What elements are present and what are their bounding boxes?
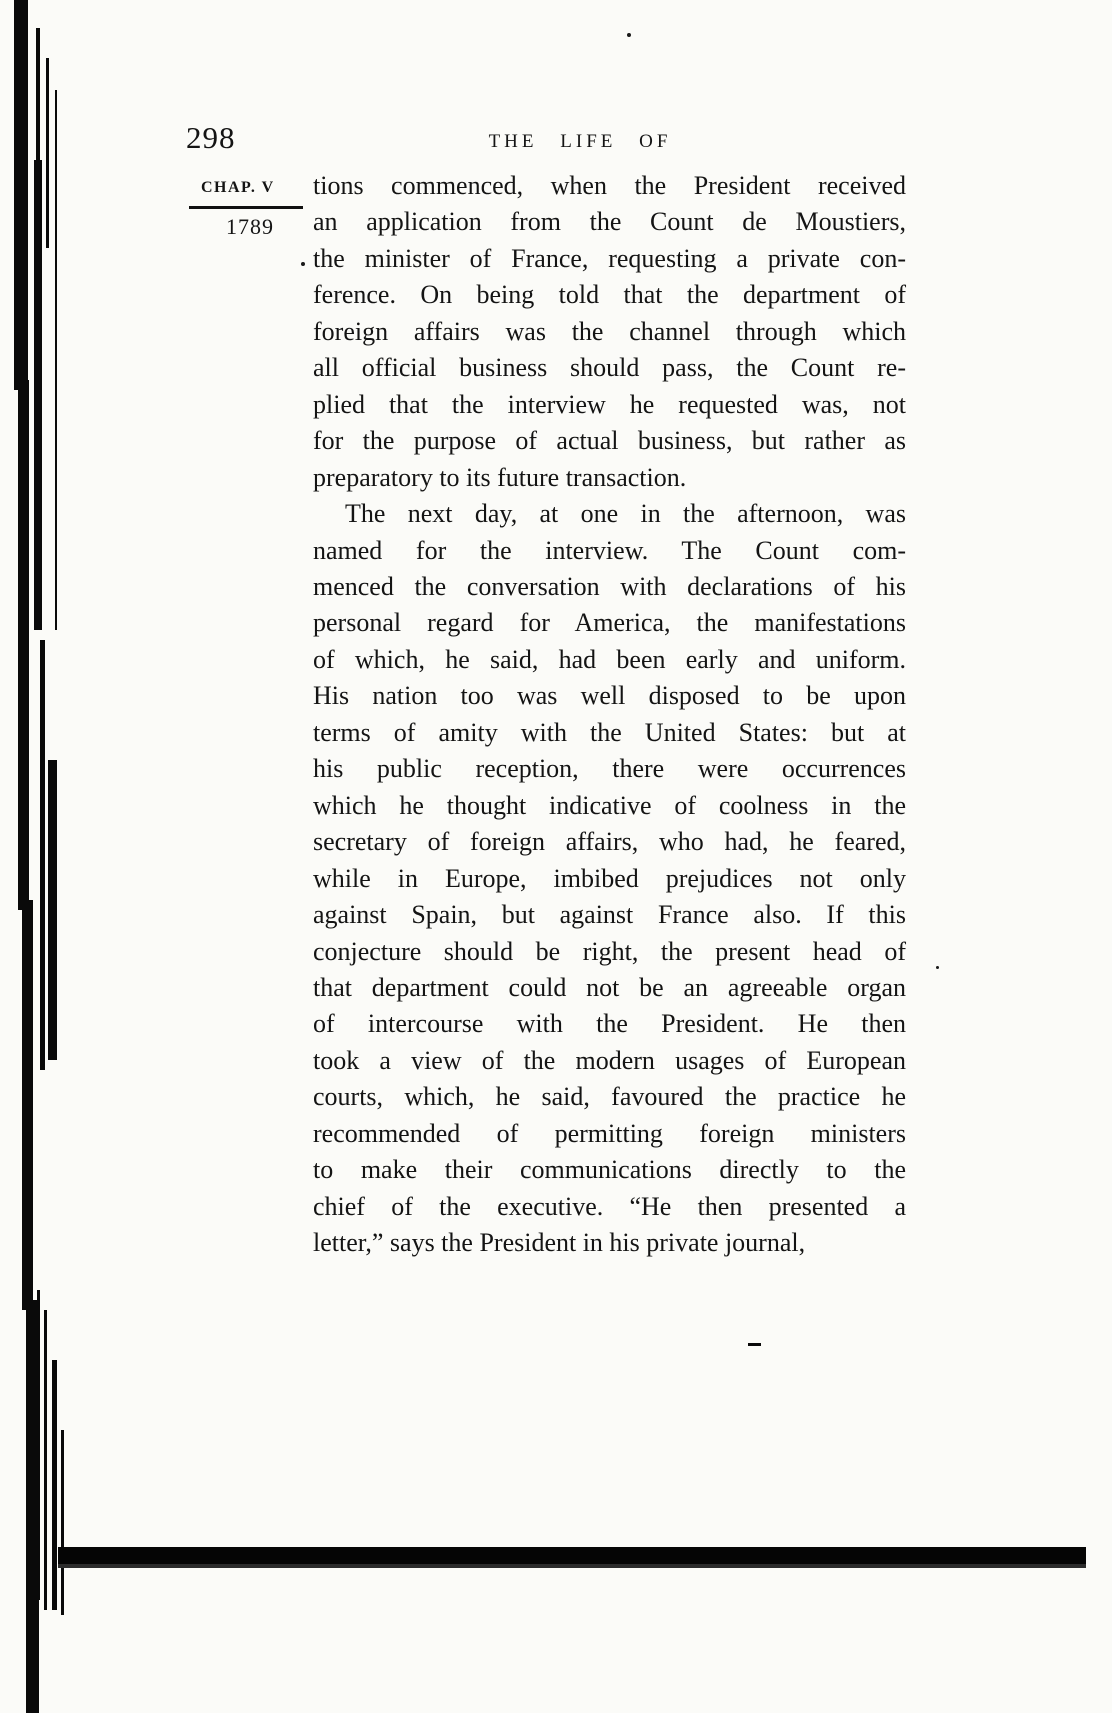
scan-artifact — [22, 900, 33, 1310]
body-text — [313, 168, 906, 1262]
scan-speck — [301, 262, 305, 266]
text-line: chief of the executive. “He then presented a — [313, 1191, 906, 1221]
scan-artifact — [61, 1430, 64, 1615]
scan-bottom-bar-shadow — [58, 1564, 1086, 1568]
text-line: letter,” says the President in his private journal, — [313, 1228, 806, 1258]
text-line: that department could not be an agreeable organ — [313, 972, 906, 1002]
text-line: of which, he said, had been early and uniform. — [313, 644, 906, 674]
scan-artifact — [37, 1290, 40, 1600]
scan-artifact — [14, 0, 28, 390]
text-line: tions commenced, when the President received — [313, 171, 906, 200]
scan-artifact — [18, 380, 29, 910]
text-line: named for the interview. The Count com- — [313, 535, 906, 565]
text-line: secretary of foreign affairs, who had, he feared, — [313, 827, 906, 857]
text-line: personal regard for America, the manifestations — [313, 608, 906, 638]
scan-artifact — [46, 58, 49, 248]
chapter-label: CHAP. V — [201, 179, 275, 196]
text-line: all official business should pass, the Count re- — [313, 353, 906, 383]
text-line: which he thought indicative of coolness in the — [313, 790, 906, 820]
text-line: foreign affairs was the channel through which — [313, 316, 906, 346]
text-line: while in Europe, imbibed prejudices not only — [313, 863, 906, 893]
scan-artifact — [40, 640, 45, 1070]
text-line: ference. On being told that the department of — [313, 280, 906, 310]
margin-year: 1789 — [226, 214, 274, 239]
scan-dash — [748, 1343, 761, 1346]
text-line: courts, which, he said, favoured the practice he — [313, 1082, 906, 1112]
text-line: The next day, at one in the afternoon, was — [345, 499, 906, 529]
scan-bottom-bar — [58, 1547, 1086, 1564]
text-line: his public reception, there were occurrences — [313, 754, 906, 784]
text-line: menced the conversation with declarations of his — [313, 571, 906, 601]
text-line: for the purpose of actual business, but rather as — [313, 426, 906, 456]
text-line: preparatory to its future transaction. — [313, 462, 687, 492]
scan-speck — [936, 966, 939, 969]
page-number: 298 — [186, 120, 236, 155]
text-line: to make their communications directly to the — [313, 1155, 906, 1185]
running-header: THE LIFE OF — [488, 131, 672, 152]
text-line: an application from the Count de Moustiers, — [313, 207, 906, 237]
text-line: took a view of the modern usages of European — [313, 1045, 906, 1075]
chapter-rule — [189, 206, 303, 209]
scan-artifact — [48, 760, 57, 1060]
text-line: plied that the interview he requested was, not — [313, 389, 906, 419]
scan-speck — [627, 33, 631, 37]
text-line: His nation too was well disposed to be upon — [313, 681, 906, 711]
text-line: terms of amity with the United States: but at — [313, 717, 906, 747]
text-line: against Spain, but against France also. If this — [313, 900, 906, 930]
text-line: recommended of permitting foreign ministers — [313, 1118, 906, 1148]
scan-artifact — [44, 1310, 47, 1610]
text-line: conjecture should be right, the present head of — [313, 936, 906, 966]
scan-artifact — [34, 160, 42, 630]
text-line: of intercourse with the President. He then — [313, 1009, 906, 1039]
scan-artifact — [55, 90, 57, 630]
text-line: the minister of France, requesting a private con- — [313, 243, 906, 273]
scan-artifact — [52, 1360, 57, 1610]
